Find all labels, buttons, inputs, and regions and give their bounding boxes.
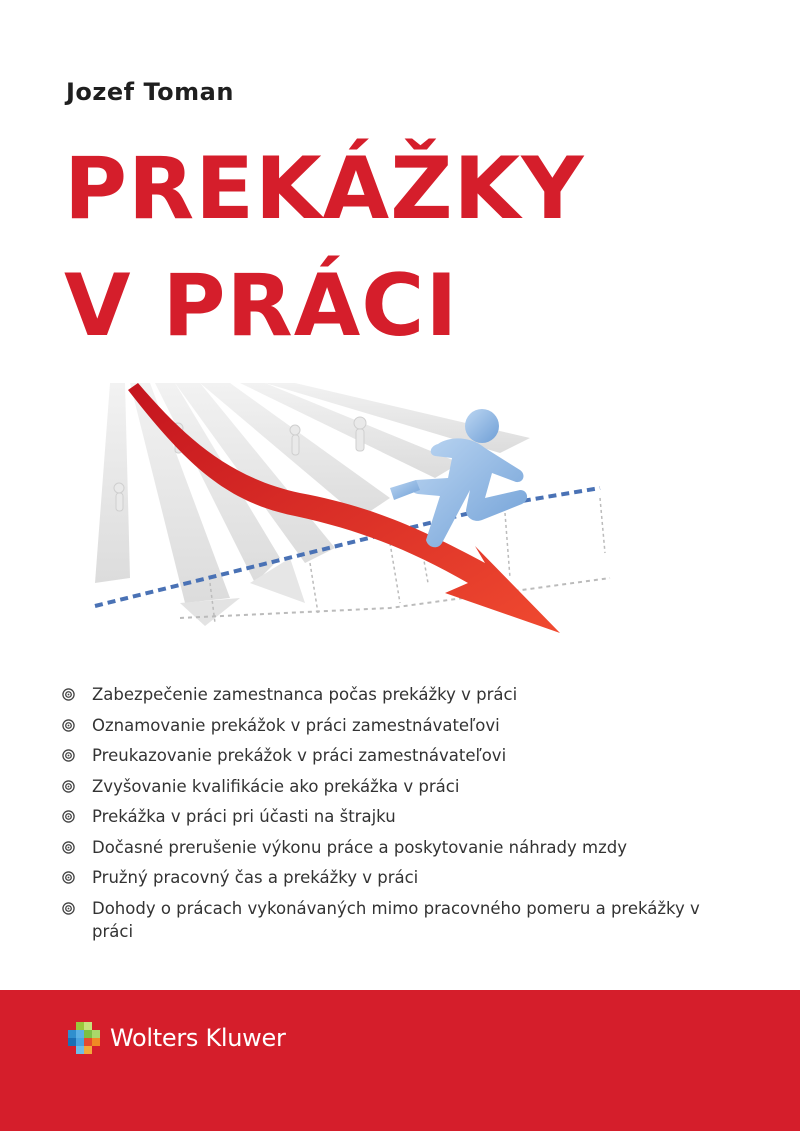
- target-bullet-icon: [62, 688, 75, 701]
- publisher-name: Wolters Kluwer: [110, 1024, 286, 1052]
- topic-label: Zvyšovanie kvalifikácie ako prekážka v práci: [92, 776, 460, 796]
- topic-item: [62, 683, 712, 706]
- topic-label: Pružný pracovný čas a prekážky v práci: [92, 868, 419, 887]
- topics-list: [62, 683, 712, 950]
- target-bullet-icon: [62, 719, 75, 732]
- topic-label: Prekážka v práci pri účasti na štrajku: [92, 807, 396, 826]
- wolters-kluwer-logo-icon: [64, 1018, 104, 1058]
- topic-item: [62, 897, 712, 943]
- topic-item: [62, 836, 712, 859]
- target-bullet-icon: [62, 871, 75, 884]
- book-title-line-1: PREKÁŽKY: [64, 139, 585, 239]
- topic-item: [62, 866, 712, 889]
- publisher-footer-band: [0, 990, 800, 1131]
- book-title-line-2: V PRÁCI: [64, 256, 459, 356]
- target-bullet-icon: [62, 749, 75, 762]
- cover-illustration: [90, 378, 690, 648]
- topic-label: Dohody o prácach vykonávaných mimo pracovného pomeru a prekážky v práci: [92, 898, 700, 941]
- topic-label: Preukazovanie prekážok v práci zamestnávateľovi: [92, 746, 507, 765]
- topic-label: Oznamovanie prekážok v práci zamestnávateľovi: [92, 715, 500, 735]
- topic-item: [62, 775, 712, 798]
- topic-item: [62, 744, 712, 767]
- target-bullet-icon: [62, 780, 75, 793]
- author-name: Jozef Toman: [66, 78, 234, 106]
- topic-label: Dočasné prerušenie výkonu práce a poskytovanie náhrady mzdy: [92, 837, 628, 857]
- target-bullet-icon: [62, 810, 75, 823]
- publisher-logo: [64, 1018, 286, 1058]
- target-bullet-icon: [62, 902, 75, 915]
- topic-label: Zabezpečenie zamestnanca počas prekážky v práci: [92, 685, 518, 704]
- target-bullet-icon: [62, 841, 75, 854]
- topic-item: [62, 805, 712, 828]
- topic-item: [62, 714, 712, 737]
